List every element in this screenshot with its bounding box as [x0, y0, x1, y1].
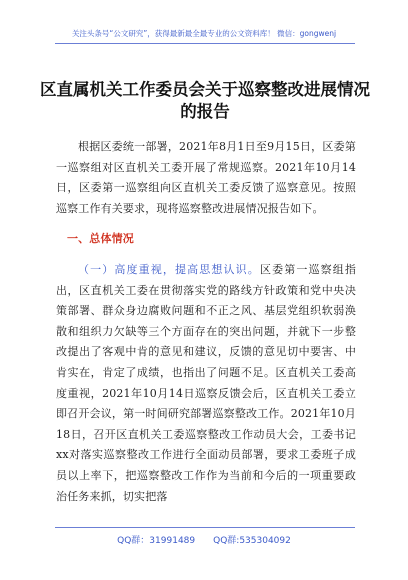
intro-paragraph: 根据区委统一部署，2021年8月1日至9月15日，区委第一巡察组对区直机关工委开展了常规巡察。2021年10月14日，区委第一巡察组向区直机关工委反馈了巡察意见。按照巡察工作有关要求，现将巡察整改进展情况报告如下。 — [56, 140, 356, 215]
section-text: 区委第一巡察组指出，区直机关工委在贯彻落实党的路线方针政策和党中央决策部署、群众身边腐败问题和不正之风、基层党组织软弱涣散和组织力欠缺等三个方面存在的突出问题，并就下一步整改提出了客观中肯的意见和建议，反馈的意见切中要害、中肯实在，肯定了成绩，也指出了问题不足。区直机关工委高度重视，2021年10月14日巡察反馈会后，区直机关工委立即召开会议，第一时间研究部署巡察整改工作。2021年10月18日，召开区直机关工委巡察整改工作动员大会，工委书记xx对落实巡察整改工作进行全面动员部署，要求工委班子成员以上率下，把巡察整改工作作为当前和今后的一项重要政治任务来抓，切实把落 — [56, 262, 357, 503]
footer-contact: QQ群：31991489 QQ群:535304092 — [117, 536, 291, 546]
footer-divider — [55, 527, 355, 528]
section-subheading: （一）高度重视，提高思想认识。 — [78, 262, 260, 276]
header-note: 关注头条号“公文研究”，获得最新最全最专业的公文资料库！ 微信：gongwenj — [71, 29, 337, 38]
document-body — [56, 137, 356, 507]
section-paragraph — [56, 260, 356, 507]
header-divider — [55, 43, 355, 44]
document-title: 区直属机关工作委员会关于巡察整改进展情况的报告 — [40, 80, 370, 121]
section-heading: 一、总体情况 — [67, 232, 134, 246]
